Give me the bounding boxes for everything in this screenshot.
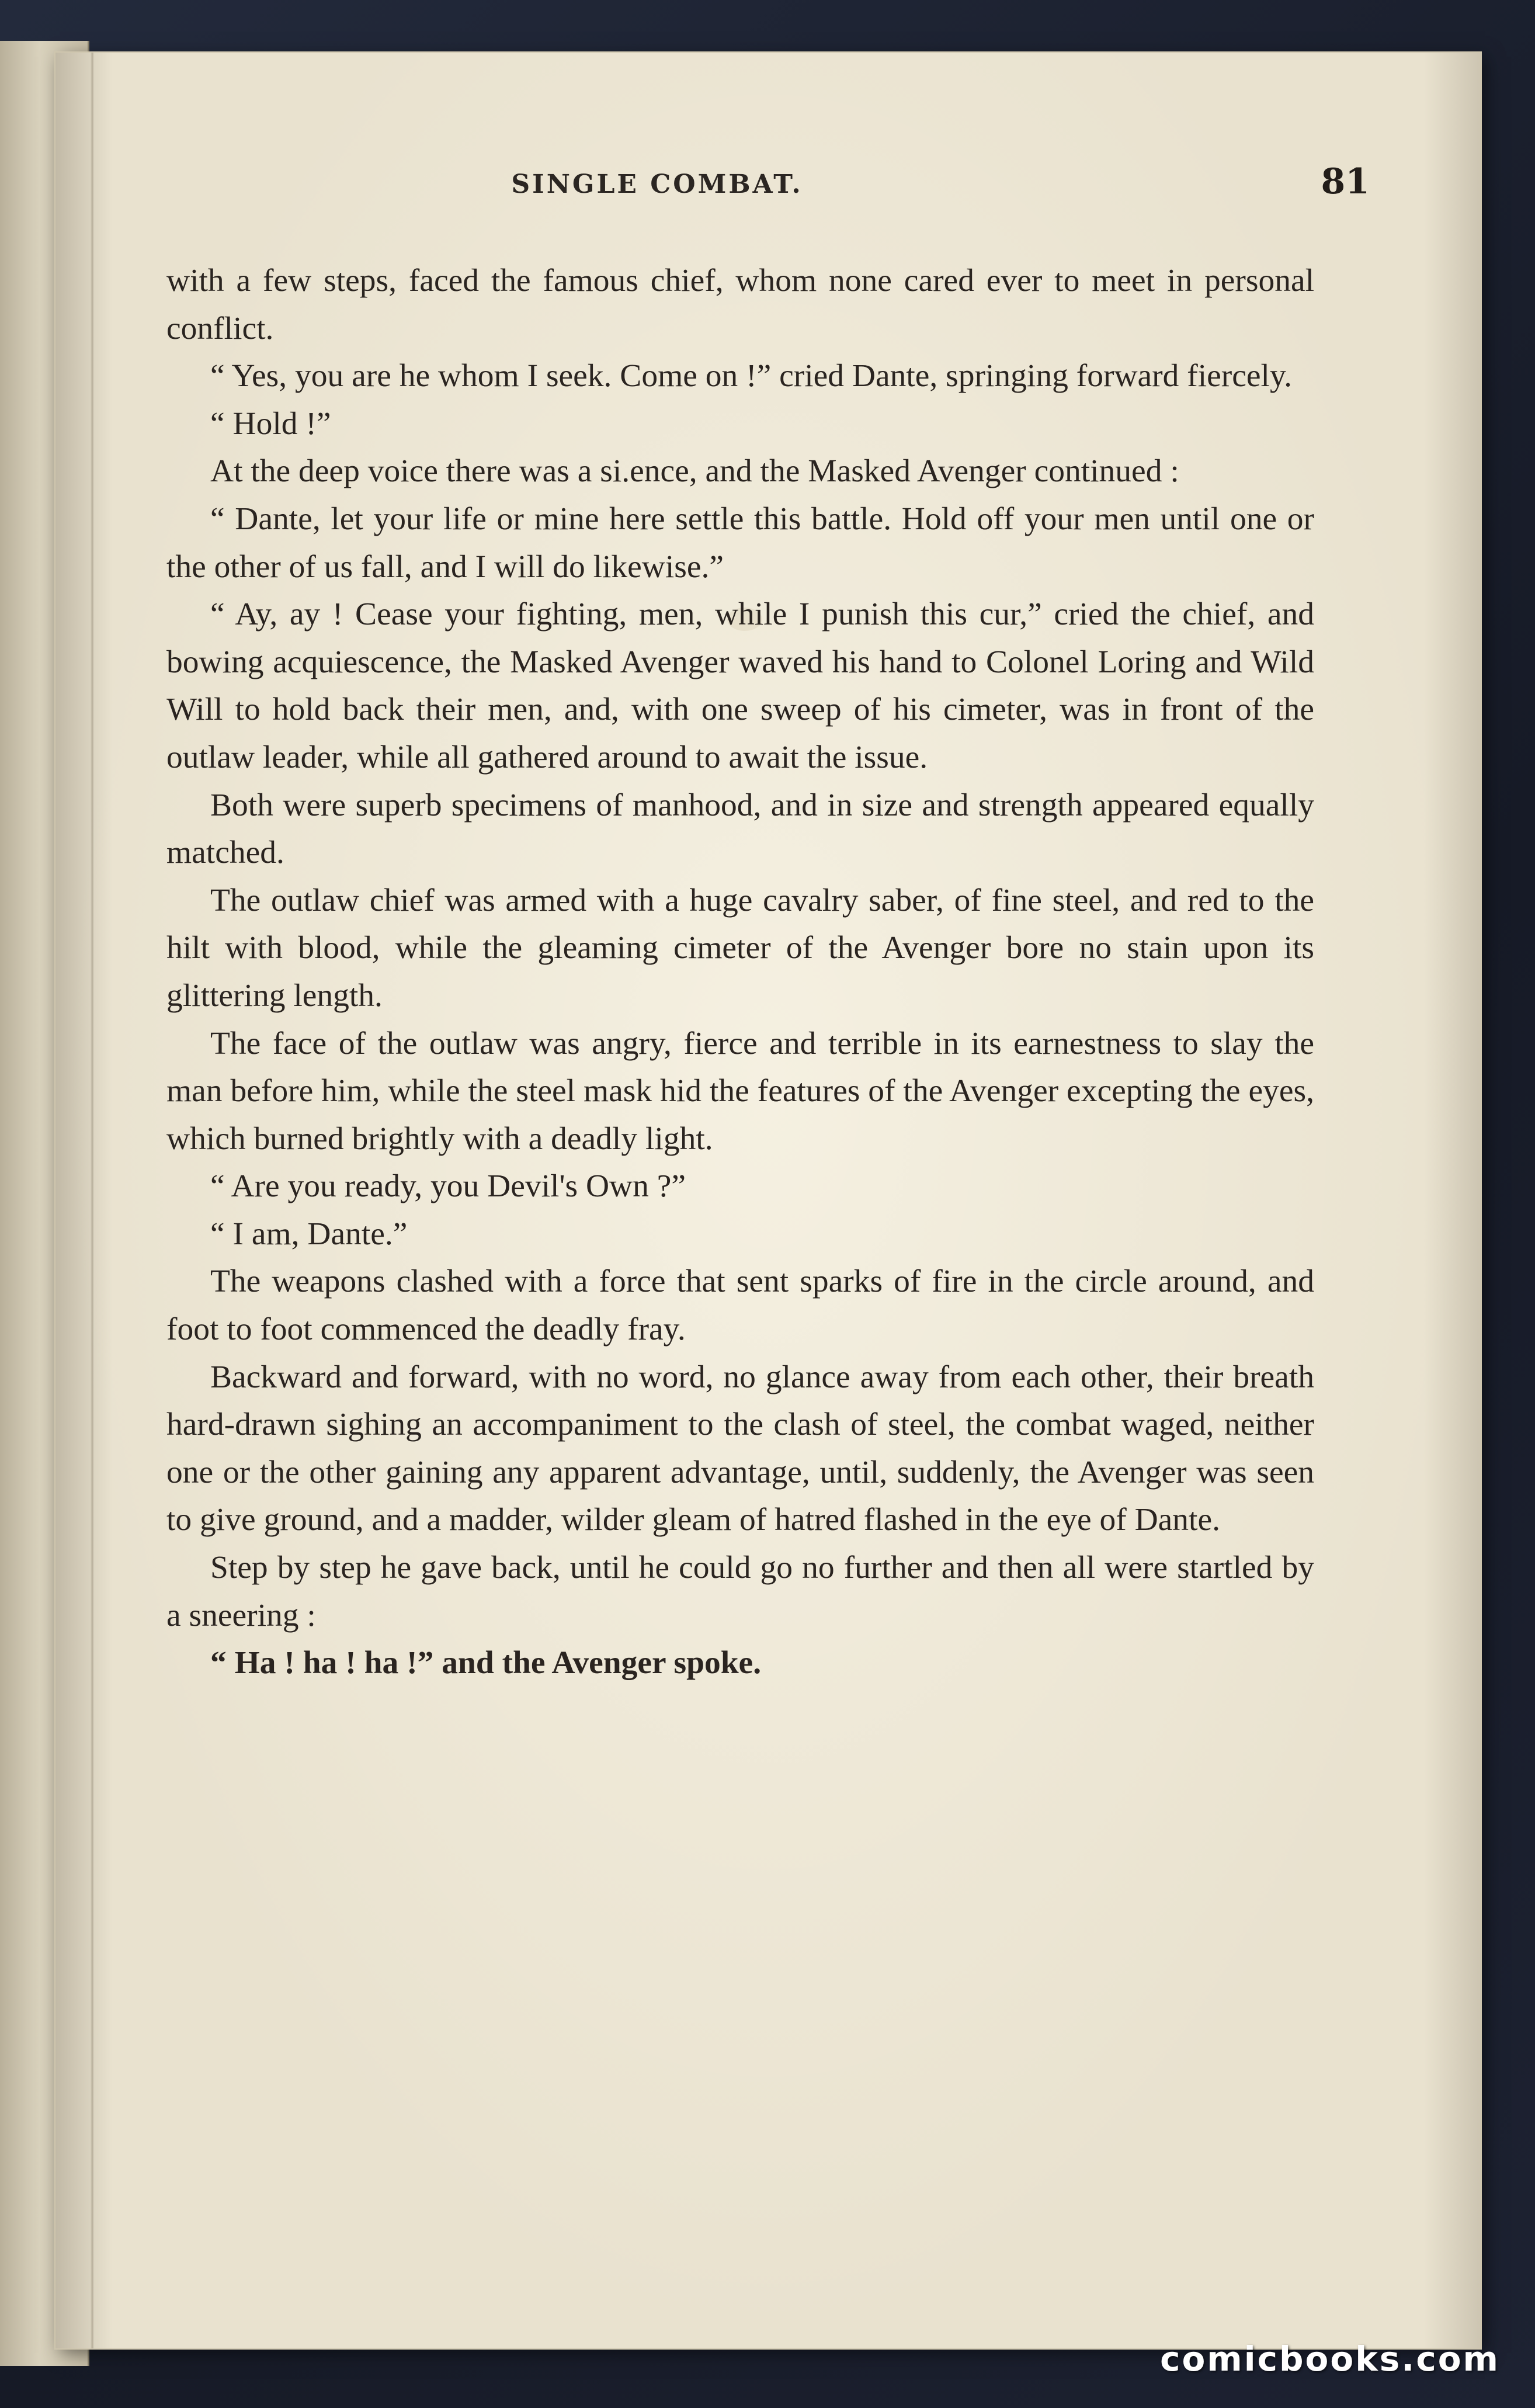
paragraph: The face of the outlaw was angry, fierce and terrible in its earnestness to slay the man before him, while the steel mask hid the features of the Avenger excepting the eyes, which burned brightly with a deadly light. xyxy=(166,1025,1314,1157)
paragraph: with a few steps, faced the famous chief, whom none cared ever to meet in personal conflict. xyxy=(166,263,1314,346)
paragraph: The outlaw chief was armed with a huge cavalry saber, of fine steel, and red to the hilt with blood, while the gleaming cimeter of the Avenger bore no stain upon its glittering length. xyxy=(166,882,1314,1014)
paragraph: At the deep voice there was a si.ence, and the Masked Avenger continued : xyxy=(210,453,1179,490)
paragraph: “ Dante, let your life or mine here settle this battle. Hold off your men until one or the other of us fall, and I will do likewise.” xyxy=(166,501,1314,585)
paragraph: “ Ay, ay ! Cease your fighting, men, while I punish this cur,” cried the chief, and bowing acquiescence, the Masked Avenger waved his hand to Colonel Loring and Wild Will to hold back their men, and, with one sweep of his cimeter, was in front of the outlaw leader, while all gathered around to await the issue. xyxy=(166,596,1314,775)
page-number: 81 xyxy=(1321,161,1370,202)
paragraph: “ Ha ! ha ! ha !” and the Avenger spoke. xyxy=(210,1645,762,1681)
paragraph: Backward and forward, with no word, no glance away from each other, their breath hard-drawn sighing an accompaniment to the clash of steel, the combat waged, neither one or the other gaining any apparent advantage, until, suddenly, the Avenger was seen to give ground, and a madder, wilder gleam of hatred flashed in the eye of Dante. xyxy=(166,1359,1314,1538)
chapter-title: SINGLE COMBAT. xyxy=(511,169,803,199)
site-watermark: comicbooks.com xyxy=(1160,2339,1500,2379)
paragraph: Both were superb specimens of manhood, and in size and strength appeared equally matched. xyxy=(166,787,1314,871)
paragraph: Step by step he gave back, until he could go no further and then all were startled by a sneering : xyxy=(166,1550,1314,1633)
paragraph: “ Hold !” xyxy=(210,405,331,442)
paragraph: “ Yes, you are he whom I seek. Come on !” cried Dante, springing forward fiercely. xyxy=(210,358,1292,394)
running-head xyxy=(55,161,1481,216)
body-text xyxy=(166,257,1314,1687)
paragraph: The weapons clashed with a force that sent sparks of fire in the circle around, and foot to foot commenced the deadly fray. xyxy=(166,1264,1314,1348)
gutter-shadow xyxy=(91,53,94,2348)
paragraph: “ I am, Dante.” xyxy=(210,1216,408,1252)
paragraph: “ Are you ready, you Devil's Own ?” xyxy=(210,1168,686,1205)
